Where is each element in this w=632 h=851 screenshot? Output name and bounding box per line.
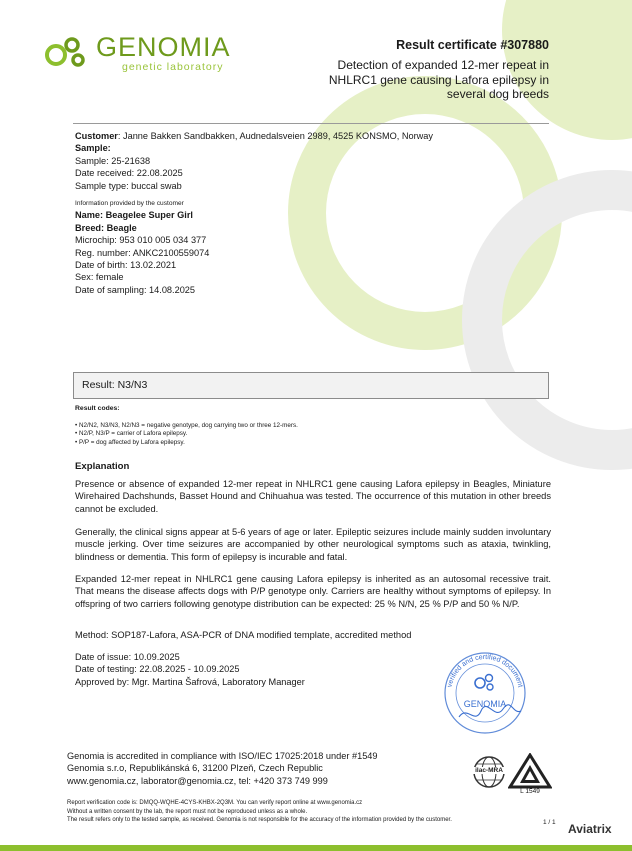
- date-of-issue: Date of issue: 10.09.2025: [75, 652, 180, 662]
- ilac-label: ilac-MRA: [470, 767, 508, 774]
- certification-stamp: [431, 651, 539, 735]
- sample-id: Sample: 25-21638: [75, 155, 151, 166]
- customer-value: : Janne Bakken Sandbakken, Audnedalsveien 2989, 4525 KONSMO, Norway: [117, 131, 434, 141]
- microchip: Microchip: 953 010 005 034 377: [75, 235, 207, 246]
- approved-by: Approved by: Mgr. Martina Šafrová, Laboratory Manager: [75, 676, 305, 687]
- watermark-text: Aviatrix: [568, 822, 612, 836]
- result-code-item: • N2/N2, N3/N3, N2/N3 = negative genotype, dog carrying two or three 12-mers.: [75, 422, 298, 429]
- contact-line: www.genomia.cz, laborator@genomia.cz, tel: +420 373 749 999: [67, 775, 328, 786]
- result-code-item: • N2/P, N3/P = carrier of Lafora epilepsy.: [75, 430, 188, 438]
- explanation-paragraph-3: Expanded 12-mer repeat in NHLRC1 gene causing Lafora epilepsy is inherited as an autosomal recessive trait. That means the disease affects dogs with P/P genotype only. Carriers are healthy without symptoms of epilepsy. In offspring of two carriers following genotype distribution can be expected: 25 % N/N, 25 % P/P and 50 % N/P.: [75, 574, 551, 609]
- sex: Sex: female: [75, 272, 124, 283]
- page-number: 1 / 1: [543, 819, 556, 826]
- logo-subtitle: genetic laboratory: [122, 61, 224, 73]
- date-of-testing: Date of testing: 22.08.2025 - 10.09.2025: [75, 664, 240, 675]
- dog-breed: Breed: Beagle: [75, 222, 137, 233]
- result-value: Result: N3/N3: [82, 379, 148, 391]
- result-code-item: • P/P = dog affected by Lafora epilepsy.: [75, 438, 185, 446]
- info-provided-note: Information provided by the customer: [75, 200, 184, 207]
- stamp-ring-text: verified and certified document: [446, 653, 524, 688]
- customer-label: Customer: [75, 131, 118, 141]
- explanation-paragraph-1: Presence or absence of expanded 12-mer repeat in NHLRC1 gene causing Lafora epilepsy in Beagles, Miniature Wirehaired Dachshunds, Basset Hound and Chihuahua was tested. The occurrence of this mutation in other breeds cannot be excluded.: [75, 479, 551, 514]
- header-divider: [73, 123, 549, 124]
- genomia-logo: [44, 30, 274, 74]
- verification-code-line: Report verification code is: DMQQ-WQHE-4CYS-KHBX-2Q3M. You can verify report online at www.genomia.cz: [67, 800, 363, 806]
- dates-block: [75, 651, 305, 688]
- description-line: Detection of expanded 12-mer repeat in: [337, 58, 549, 72]
- responsibility-note: The result refers only to the tested sample, as received. Genomia is not responsible for the accuracy of the information provided by the customer.: [67, 817, 452, 824]
- fine-print: [67, 799, 452, 825]
- date-of-birth: Date of birth: 13.02.2021: [75, 260, 177, 271]
- reproduction-note: Without a written consent by the lab, the report must not be reproduced unless as a whole.: [67, 808, 308, 815]
- stamp-brand: GENOMIA: [463, 699, 507, 709]
- address-line: Genomia s.r.o, Republikánská 6, 31200 Plzeň, Czech Republic: [67, 763, 323, 774]
- sample-heading: Sample:: [75, 143, 111, 154]
- description-line: several dog breeds: [446, 87, 549, 101]
- sample-type: Sample type: buccal swab: [75, 180, 182, 191]
- date-received: Date received: 22.08.2025: [75, 168, 183, 179]
- result-box: [73, 372, 549, 399]
- triangle-accreditation-icon: [508, 753, 552, 789]
- result-codes-block: [75, 405, 545, 447]
- dog-info-block: [75, 200, 545, 296]
- accreditation-line: Genomia is accredited in compliance with ISO/IEC 17025:2018 under #1549: [67, 751, 378, 761]
- result-codes-heading: Result codes:: [75, 405, 120, 412]
- ilac-mra-logo: [472, 755, 506, 789]
- logo-brand-text: GENOMIA: [96, 32, 231, 62]
- certificate-title: Result certificate #307880: [396, 38, 549, 52]
- dog-name: Name: Beagelee Super Girl: [75, 210, 193, 221]
- description-line: NHLRC1 gene causing Lafora epilepsy in: [328, 72, 549, 87]
- method-line: Method: SOP187-Lafora, ASA-PCR of DNA modified template, accredited method: [75, 630, 412, 640]
- customer-line: [75, 130, 545, 142]
- certificate-description: [289, 58, 549, 102]
- explanation-paragraph-2: Generally, the clinical signs appear at 5-6 years of age or later. Epileptic seizures include mainly sudden involuntary muscle jerking. Over time seizures are accompanied by other neurological symptoms such as ataxia, twinkling, blindness or dementia. This form of epilepsy is incurable and fatal.: [75, 527, 551, 562]
- footer-accreditation: [67, 750, 378, 787]
- explanation-heading: Explanation: [75, 461, 130, 472]
- logo-mark-icon: [44, 33, 90, 69]
- footer-green-bar: [0, 845, 632, 851]
- reg-number: Reg. number: ANKC2100559074: [75, 247, 210, 258]
- accreditation-number: L 1549: [520, 788, 540, 795]
- date-of-sampling: Date of sampling: 14.08.2025: [75, 284, 196, 295]
- customer-sample-block: [75, 130, 545, 192]
- accreditation-mark: [508, 753, 552, 797]
